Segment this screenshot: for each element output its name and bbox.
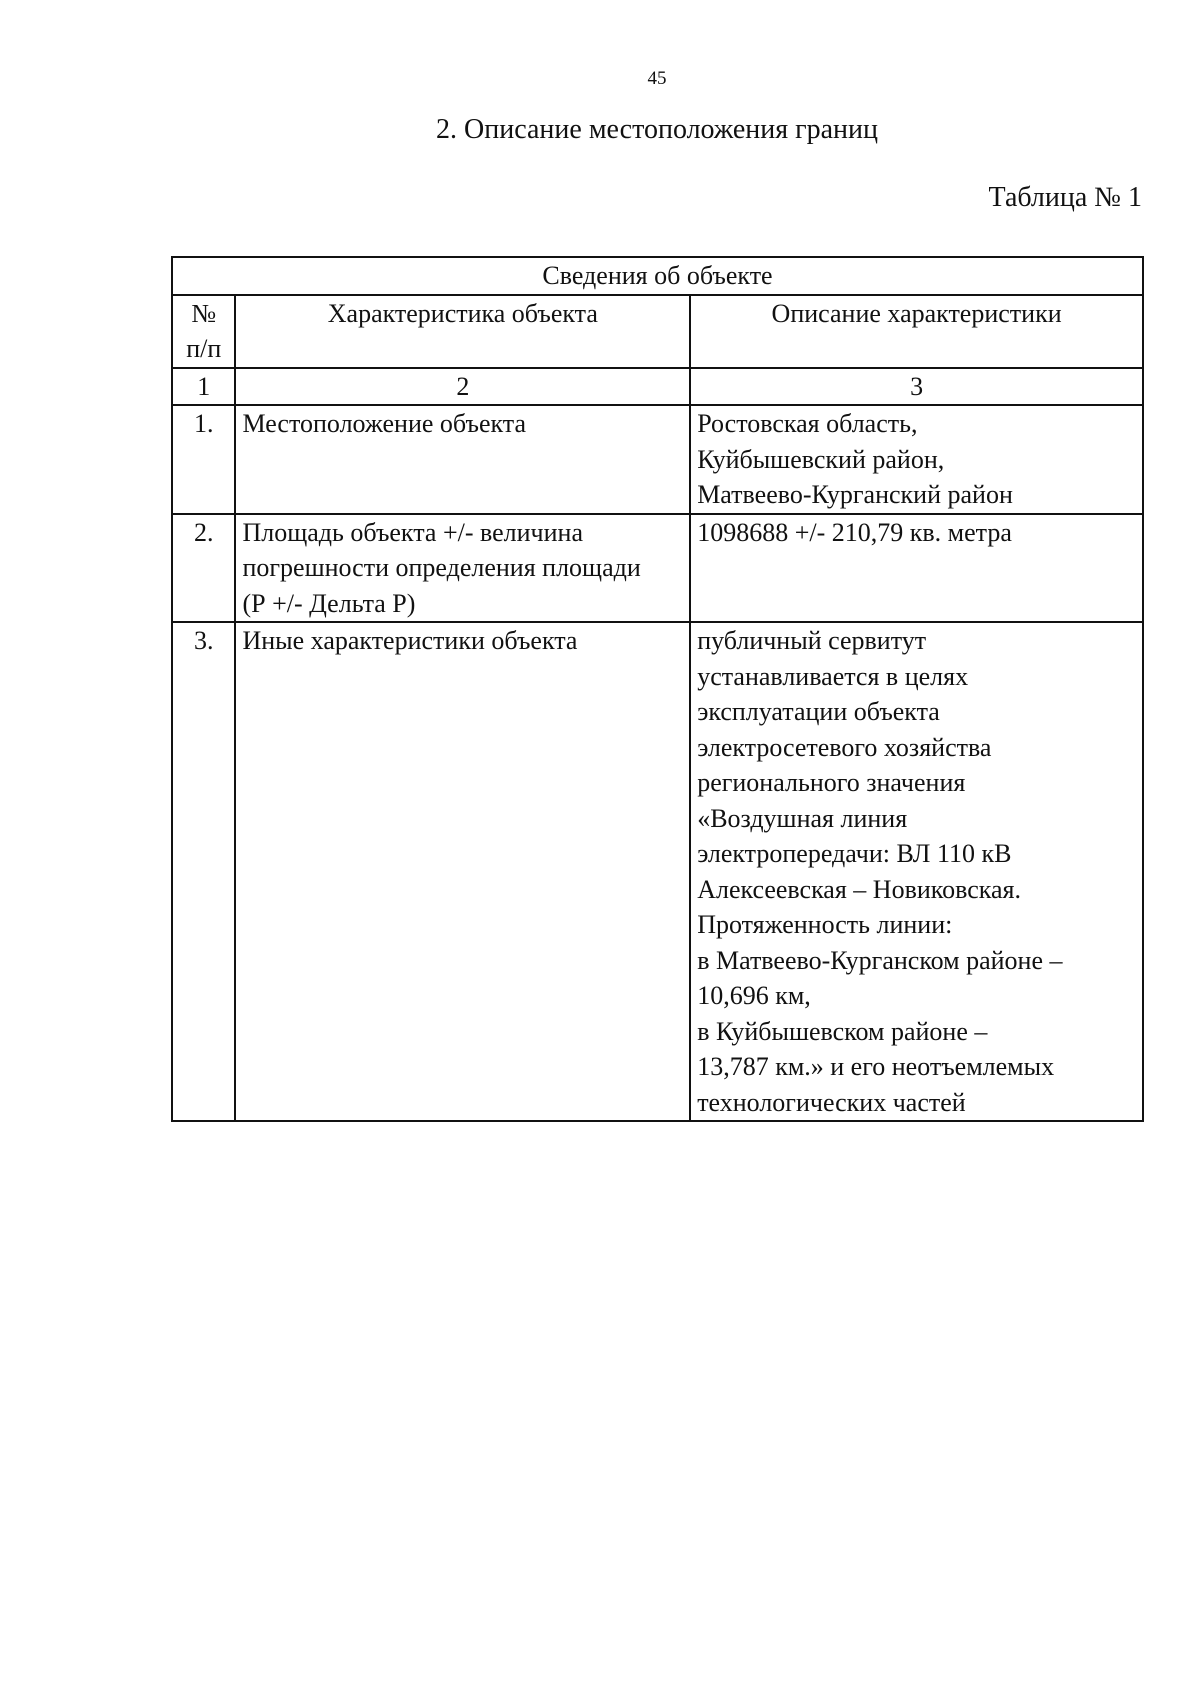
row-num: 3. — [172, 622, 235, 1121]
row-characteristic: Площадь объекта +/- величина погрешности определения площади (Р +/- Дельта Р) — [235, 514, 690, 623]
table-row — [172, 514, 1143, 623]
row-num: 1. — [172, 405, 235, 514]
row-num: 2. — [172, 514, 235, 623]
table-row — [172, 405, 1143, 514]
header-num: № п/п — [172, 295, 235, 368]
column-number-3: 3 — [690, 368, 1143, 406]
info-table — [171, 256, 1144, 1122]
column-number-row — [172, 368, 1143, 406]
section-title: 2. Описание местоположения границ — [436, 114, 878, 145]
table-title-row — [172, 257, 1143, 295]
table-caption: Таблица № 1 — [988, 182, 1142, 213]
table-title: Сведения об объекте — [172, 257, 1143, 295]
column-number-1: 1 — [172, 368, 235, 406]
row-description: 1098688 +/- 210,79 кв. метра — [690, 514, 1143, 623]
row-characteristic: Иные характеристики объекта — [235, 622, 690, 1121]
table-row — [172, 622, 1143, 1121]
header-characteristic: Характеристика объекта — [235, 295, 690, 368]
table-header-row — [172, 295, 1143, 368]
header-description: Описание характеристики — [690, 295, 1143, 368]
column-number-2: 2 — [235, 368, 690, 406]
row-description: Ростовская область, Куйбышевский район, Матвеево-Курганский район — [690, 405, 1143, 514]
page-number: 45 — [647, 68, 667, 89]
row-characteristic: Местоположение объекта — [235, 405, 690, 514]
row-description: публичный сервитут устанавливается в целях эксплуатации объекта электросетевого хозяйства регионального значения «Воздушная линия электропередачи: ВЛ 110 кВ Алексеевская – Новиковская. Протяженность линии: в Матвеево-Курганском районе – 10,696 км, в Куйбышевском районе – 13,787 км.» и его неотъемлемых технологических частей — [690, 622, 1143, 1121]
